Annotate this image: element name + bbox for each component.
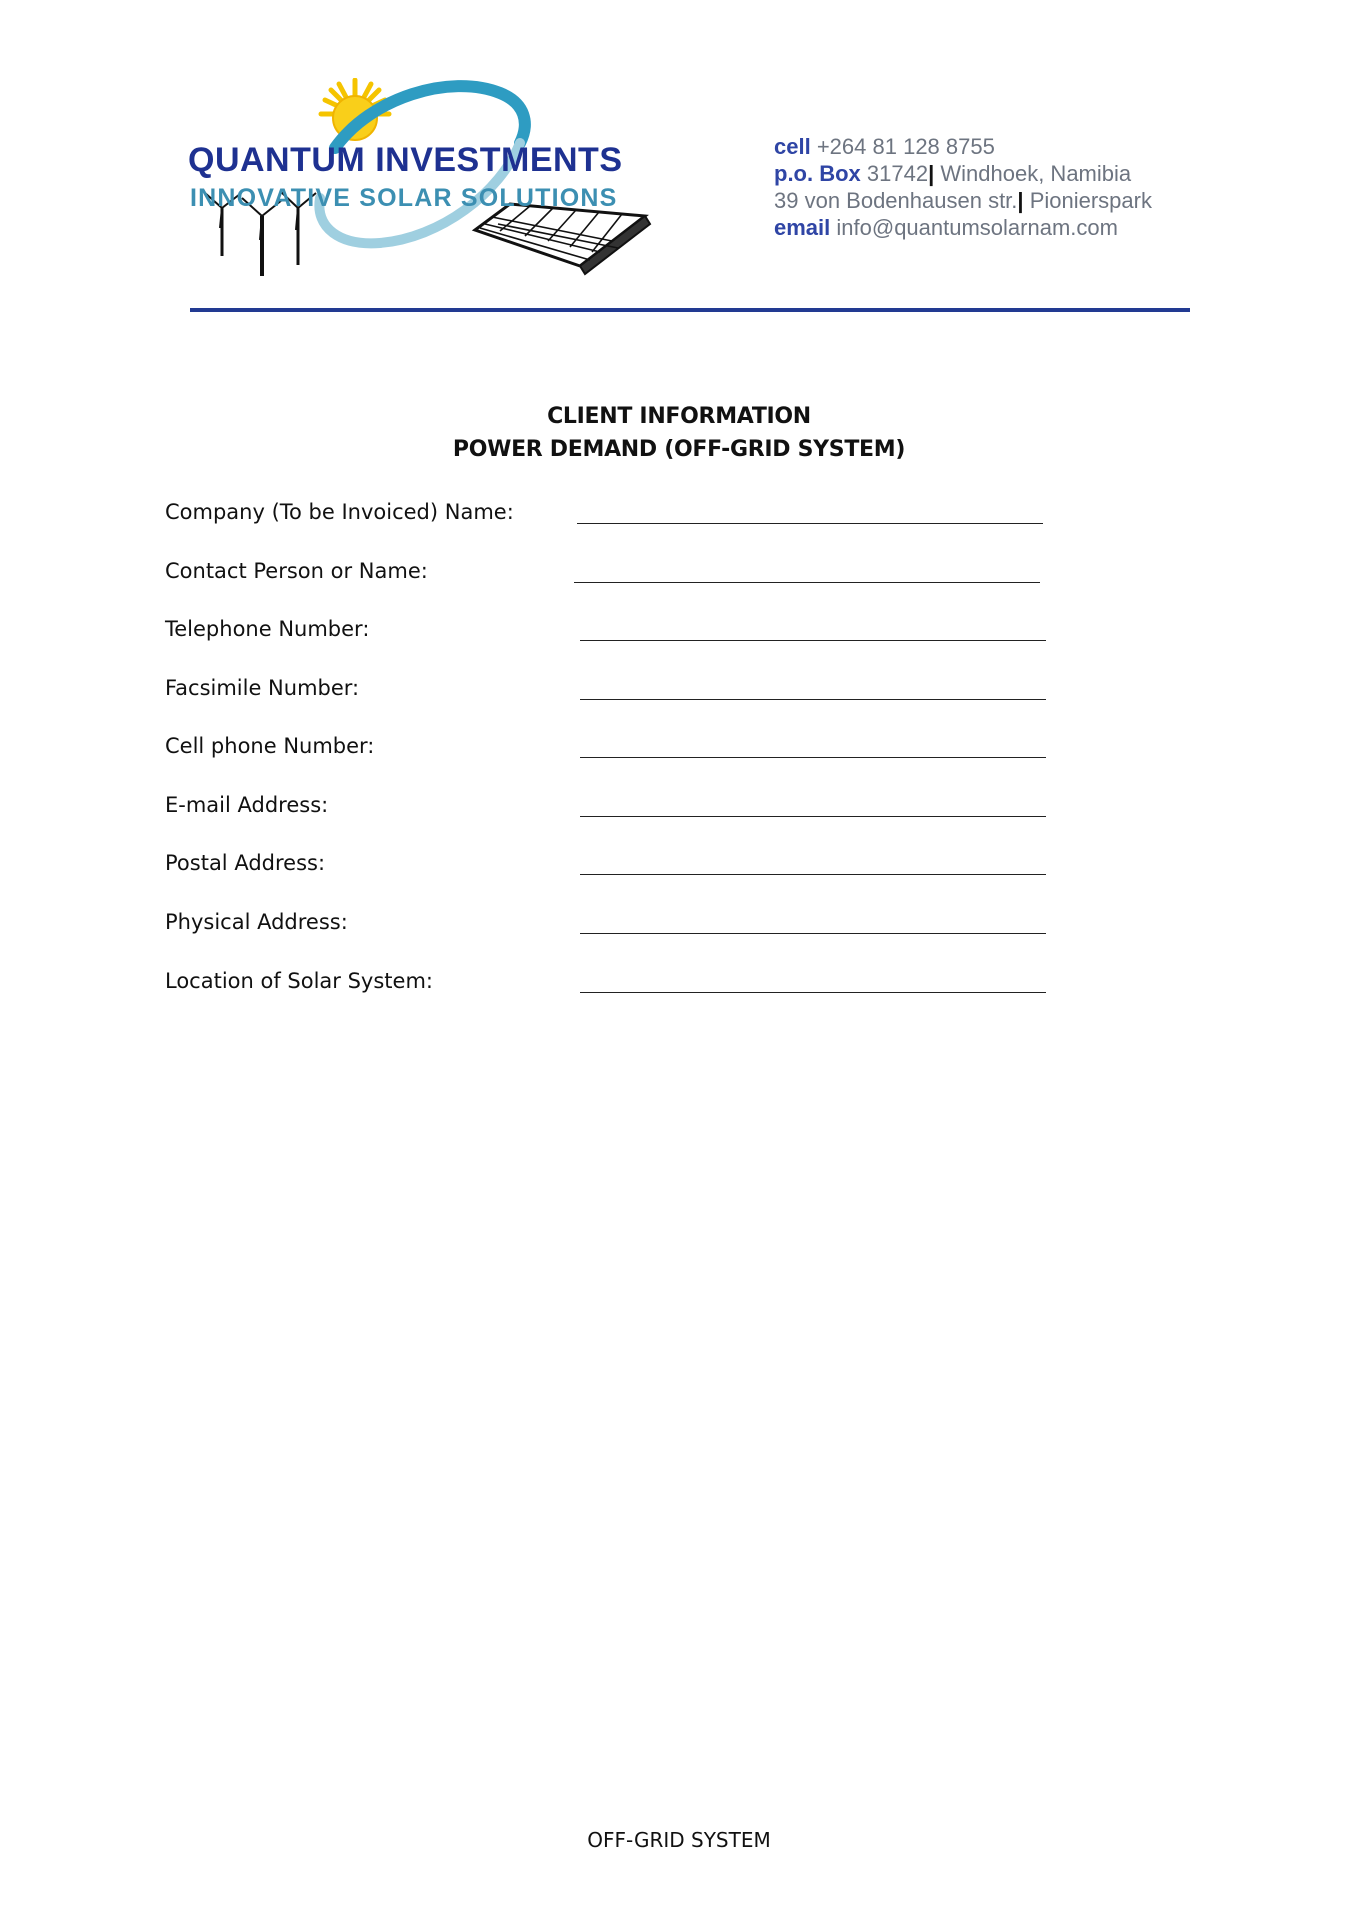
contact-cell-value: +264 81 128 8755 bbox=[816, 134, 995, 159]
contact-suburb: Pionierspark bbox=[1029, 188, 1152, 213]
form-row-company bbox=[0, 492, 1358, 532]
form-row-solar-location bbox=[0, 961, 1358, 1001]
contact-street: 39 von Bodenhausen str. bbox=[774, 188, 1018, 213]
form-row-postal-address bbox=[0, 843, 1358, 883]
cellphone-field[interactable] bbox=[580, 757, 1046, 758]
page-footer: OFF-GRID SYSTEM bbox=[587, 1828, 771, 1852]
company-name-field[interactable] bbox=[577, 523, 1043, 524]
telephone-label: Telephone Number: bbox=[165, 617, 370, 641]
contact-cell-key: cell bbox=[774, 134, 811, 159]
postal-address-field[interactable] bbox=[580, 874, 1046, 875]
form-row-contact-person bbox=[0, 551, 1358, 591]
contact-person-label: Contact Person or Name: bbox=[165, 559, 428, 583]
physical-address-field[interactable] bbox=[580, 933, 1046, 934]
contact-block bbox=[774, 133, 1152, 241]
contact-email-row bbox=[774, 214, 1152, 241]
solar-location-label: Location of Solar System: bbox=[165, 969, 433, 993]
contact-street-row bbox=[774, 187, 1152, 214]
form-row-facsimile bbox=[0, 668, 1358, 708]
contact-email-value[interactable]: info@quantumsolarnam.com bbox=[836, 215, 1118, 240]
page-title: CLIENT INFORMATION bbox=[547, 404, 811, 429]
email-label: E-mail Address: bbox=[165, 793, 329, 817]
logo-tagline: INNOVATIVE SOLAR SOLUTIONS bbox=[190, 184, 618, 212]
telephone-field[interactable] bbox=[580, 640, 1046, 641]
cellphone-label: Cell phone Number: bbox=[165, 734, 375, 758]
solar-location-field[interactable] bbox=[580, 992, 1046, 993]
contact-box-value: 31742 bbox=[866, 161, 929, 186]
facsimile-field[interactable] bbox=[580, 699, 1046, 700]
solar-panel-icon bbox=[475, 204, 650, 274]
email-field[interactable] bbox=[580, 816, 1046, 817]
contact-cell-row bbox=[774, 133, 1152, 160]
contact-box-row bbox=[774, 160, 1152, 187]
facsimile-label: Facsimile Number: bbox=[165, 676, 360, 700]
contact-box-separator: | bbox=[928, 161, 935, 186]
contact-person-field[interactable] bbox=[574, 582, 1040, 583]
form-row-physical-address bbox=[0, 902, 1358, 942]
logo-company-name: QUANTUM INVESTMENTS bbox=[188, 141, 623, 179]
contact-box-key: p.o. Box bbox=[774, 161, 861, 186]
header-divider bbox=[190, 308, 1190, 312]
company-name-label: Company (To be Invoiced) Name: bbox=[165, 500, 514, 524]
contact-email-key: email bbox=[774, 215, 831, 240]
page-subtitle: POWER DEMAND (OFF-GRID SYSTEM) bbox=[452, 437, 906, 462]
form-row-email bbox=[0, 785, 1358, 825]
contact-street-separator: | bbox=[1017, 188, 1024, 213]
contact-box-city: Windhoek, Namibia bbox=[940, 161, 1132, 186]
physical-address-label: Physical Address: bbox=[165, 910, 348, 934]
form-row-telephone bbox=[0, 609, 1358, 649]
postal-address-label: Postal Address: bbox=[165, 851, 326, 875]
company-logo bbox=[180, 78, 680, 303]
form-row-cellphone bbox=[0, 726, 1358, 766]
